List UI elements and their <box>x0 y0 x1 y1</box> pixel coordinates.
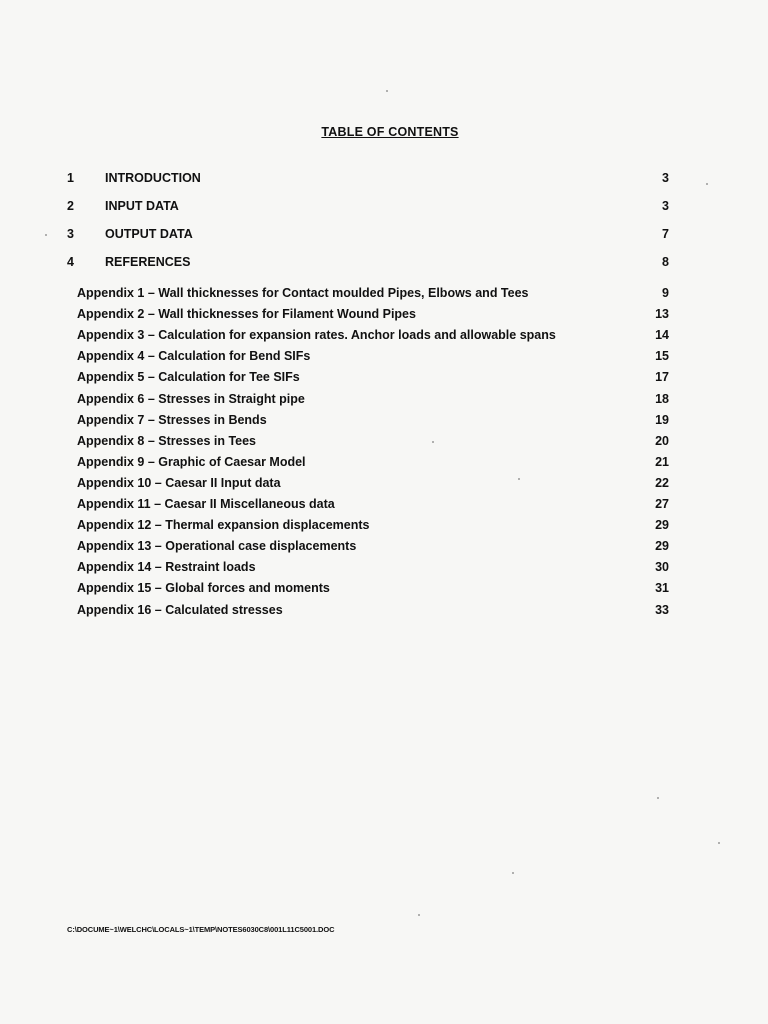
scan-speck <box>657 797 659 799</box>
page-number: 29 <box>655 518 669 532</box>
page-number: 13 <box>655 307 669 321</box>
page-number: 9 <box>662 286 669 300</box>
page-number: 17 <box>655 370 669 384</box>
appendix-label: Appendix 4 – Calculation for Bend SIFs <box>77 349 311 363</box>
section-label: OUTPUT DATA <box>105 227 193 241</box>
page-number: 19 <box>655 413 669 427</box>
scan-speck <box>432 441 434 443</box>
section-label: INTRODUCTION <box>105 171 201 185</box>
page-number: 15 <box>655 349 669 363</box>
appendix-label: Appendix 7 – Stresses in Bends <box>77 413 267 427</box>
page-number: 27 <box>655 497 669 511</box>
page-number: 21 <box>655 455 669 469</box>
scan-speck <box>418 914 420 916</box>
page-number: 22 <box>655 476 669 490</box>
page-number: 20 <box>655 434 669 448</box>
section-number: 1 <box>67 171 74 185</box>
scan-speck <box>45 234 47 236</box>
page-number: 7 <box>662 227 669 241</box>
appendix-label: Appendix 12 – Thermal expansion displacements <box>77 518 370 532</box>
page-number: 30 <box>655 560 669 574</box>
page-number: 31 <box>655 581 669 595</box>
appendix-label: Appendix 16 – Calculated stresses <box>77 603 283 617</box>
scan-speck <box>706 183 708 185</box>
appendix-label: Appendix 11 – Caesar II Miscellaneous data <box>77 497 335 511</box>
scan-speck <box>512 872 514 874</box>
page-number: 29 <box>655 539 669 553</box>
section-label: REFERENCES <box>105 255 191 269</box>
scan-speck <box>386 90 388 92</box>
page-number: 3 <box>662 199 669 213</box>
appendix-label: Appendix 5 – Calculation for Tee SIFs <box>77 370 300 384</box>
appendix-label: Appendix 3 – Calculation for expansion rates. Anchor loads and allowable spans <box>77 328 556 342</box>
appendix-label: Appendix 14 – Restraint loads <box>77 560 256 574</box>
section-number: 2 <box>67 199 74 213</box>
scan-speck <box>518 478 520 480</box>
appendix-label: Appendix 6 – Stresses in Straight pipe <box>77 392 305 406</box>
appendix-label: Appendix 9 – Graphic of Caesar Model <box>77 455 306 469</box>
section-number: 4 <box>67 255 74 269</box>
page-title: TABLE OF CONTENTS <box>321 125 459 139</box>
page-number: 18 <box>655 392 669 406</box>
appendix-label: Appendix 13 – Operational case displacements <box>77 539 357 553</box>
page-number: 14 <box>655 328 669 342</box>
footer-file-path: C:\DOCUME~1\WELCHC\LOCALS~1\TEMP\NOTES6030C8\001L11C5001.DOC <box>67 925 335 934</box>
appendix-label: Appendix 15 – Global forces and moments <box>77 581 330 595</box>
appendix-label: Appendix 8 – Stresses in Tees <box>77 434 257 448</box>
scan-speck <box>718 842 720 844</box>
appendix-label: Appendix 10 – Caesar II Input data <box>77 476 281 490</box>
section-number: 3 <box>67 227 74 241</box>
page-number: 8 <box>662 255 669 269</box>
appendix-label: Appendix 2 – Wall thicknesses for Filament Wound Pipes <box>77 307 416 321</box>
page-number: 3 <box>662 171 669 185</box>
page-number: 33 <box>655 603 669 617</box>
appendix-label: Appendix 1 – Wall thicknesses for Contact moulded Pipes, Elbows and Tees <box>77 286 529 300</box>
section-label: INPUT DATA <box>105 199 179 213</box>
